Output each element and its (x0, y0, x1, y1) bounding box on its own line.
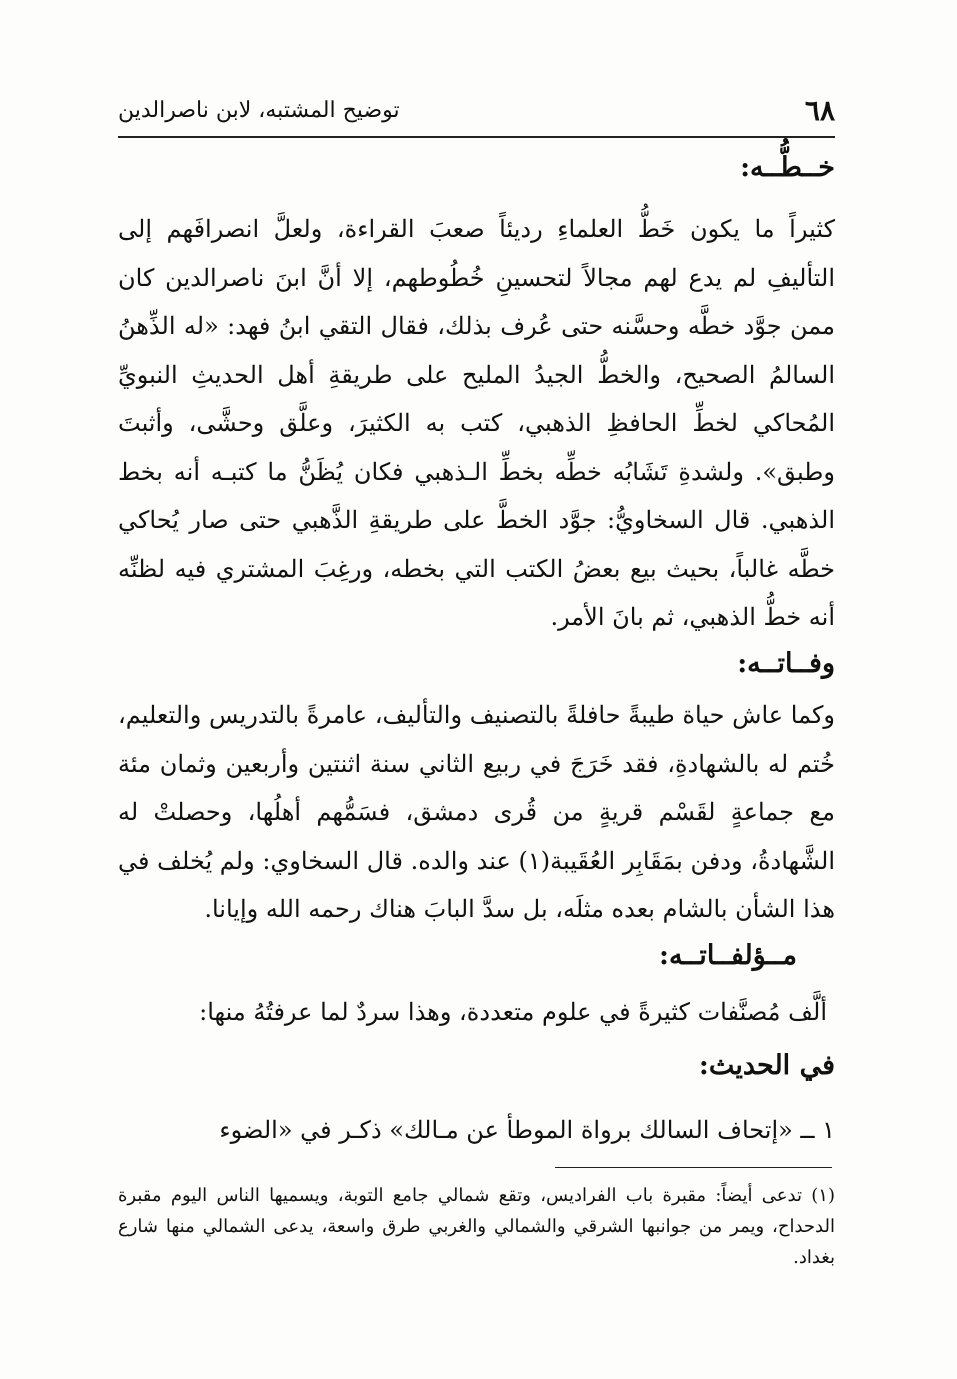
section-heading-handwriting: خــطُّــه: (740, 152, 835, 183)
running-title: توضيح المشتبه، لابن ناصرالدين (118, 98, 400, 123)
page-number: ٦٨ (804, 94, 835, 127)
paragraph-works: ألَّف مُصنَّفات كثيرةً في علوم متعددة، وهذا سردٌ لما عرفتُهُ منها: (199, 998, 827, 1026)
section-heading-hadith: في الحديث: (698, 1050, 835, 1081)
page-header (118, 92, 835, 138)
section-heading-works: مــؤلفــاتــه: (659, 940, 797, 971)
paragraph-handwriting: كثيراً ما يكون خَطُّ العلماءِ رديئاً صعبَ القراءة، ولعلَّ انصرافَهم إلى التأليفِ لم يدع لهم مجالاً لتحسينِ خُطُوطهم، إلا أنَّ ابنَ ناصرالدين كان ممن جوَّد خطَّه وحسَّنه حتى عُرف بذلك، فقال التقي ابنُ فهد: «له الذِّهنُ السالمُ الصحيح، والخطُّ الجيدُ المليح على طريقةِ أهل الحديثِ النبويِّ المُحاكي لخطِّ الحافظِ الذهبي، كتب به الكثيرَ، وعلَّق وحشَّى، وأثبتَ وطبق». ولشدةِ تَشَابُه خطِّه بخطِّ الـذهبي فكان يُظَنُّ ما كتبـه أنه بخط الذهبي. قال السخاويُّ: جوَّد الخطَّ على طريقةِ الذَّهبي حتى صار يُحاكي خطَّه غالباً، بحيث بيع بعضُ الكتب التي بخطه، ورغِبَ المشتري فيه لظنِّه أنه خطُّ الذهبي، ثم بانَ الأمر. (118, 215, 835, 631)
list-item-hadith-1: ١ ــ «إتحاف السالك برواة الموطأ عن مـالك» ذكـر في «الضوء (219, 1116, 835, 1144)
paragraph-death: وكما عاش حياة طيبةً حافلةً بالتصنيف والتأليف، عامرةً بالتدريس والتعليم، خُتم له بالشهادةِ، فقد خَرَجَ في ربيع الثاني سنة اثنتين وأربعين وثمان مئة مع جماعةٍ لقَسْم قريةٍ من قُرى دمشق، فسَمُّهم أهلُها، وحصلتْ له الشَّهادةُ، ودفن بمَقَابِر العُقَيبة(١) عند والده. قال السخاوي: ولم يُخلف في هذا الشأن بالشام بعده مثلَه، بل سدَّ البابَ هناك رحمه الله وإيانا. (118, 701, 835, 923)
footnote-divider (555, 1167, 832, 1168)
section-heading-death: وفــاتــه: (737, 648, 835, 679)
footnote: (١) تدعى أيضاً: مقبرة باب الفراديس، وتقع شمالي جامع التوبة، ويسميها الناس اليوم مقبرة الدحداح، ويمر من جوانبها الشرقي والشمالي والغربي طرق واسعة، يدعى الشمالي منها شارع بغداد. (118, 1185, 835, 1268)
